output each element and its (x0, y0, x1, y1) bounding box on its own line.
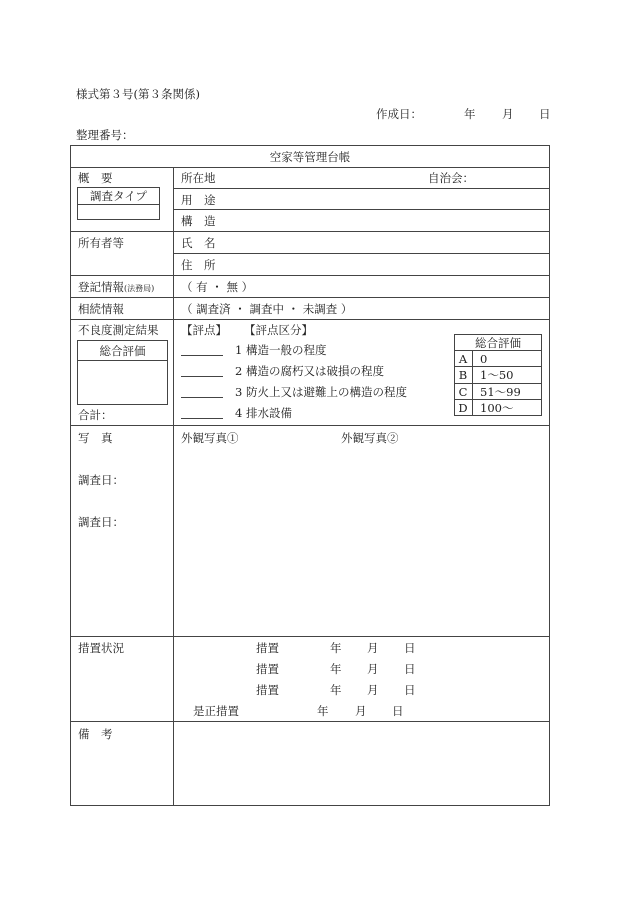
neighborhood-label: 自治会： (428, 171, 474, 185)
exterior-photo-1: 外観写真① (181, 431, 239, 445)
defect-item-3: 3 防火上又は避難上の構造の程度 (235, 385, 407, 399)
owner-label: 所有者等 (78, 236, 124, 250)
created-date-label: 作成日： (376, 107, 422, 121)
photo-label: 写 真 (78, 431, 113, 445)
location-label: 所在地 (181, 171, 216, 185)
owner-address-label: 住 所 (181, 258, 216, 272)
grade-b: B (458, 368, 468, 382)
measures-label: 措置状況 (78, 641, 124, 655)
reference-number-label: 整理番号： (76, 128, 134, 142)
measure-2-month: 月 (367, 662, 379, 676)
usage-label: 用 途 (181, 193, 216, 207)
survey-date-1: 調査日： (78, 473, 124, 487)
measure-1-year: 年 (330, 641, 342, 655)
grade-c-range: 51〜99 (480, 385, 521, 399)
measure-2: 措置 (256, 662, 279, 676)
corrective-year: 年 (317, 704, 329, 718)
measure-2-day: 日 (404, 662, 416, 676)
remarks-label: 備 考 (78, 727, 113, 741)
structure-label: 構 造 (181, 214, 216, 228)
category-header: 【評点区分】 (244, 323, 313, 337)
overall-score-label: 総合評価 (99, 344, 146, 358)
inheritance-label: 相続情報 (78, 302, 124, 316)
registry-label-small: (法務局) (124, 284, 155, 293)
total-label: 合計： (78, 408, 113, 422)
defect-item-2: 2 構造の腐朽又は破損の程度 (235, 364, 384, 378)
measure-1-day: 日 (404, 641, 416, 655)
grade-d: D (458, 401, 468, 415)
inheritance-options: （ 調査済 ・ 調査中 ・ 未調査 ） (181, 302, 353, 316)
exterior-photo-2: 外観写真② (341, 431, 399, 445)
measure-3-year: 年 (330, 683, 342, 697)
measure-1: 措置 (256, 641, 279, 655)
created-day: 日 (539, 107, 551, 121)
measure-3-day: 日 (404, 683, 416, 697)
grade-c: C (458, 385, 468, 399)
registry-label: 登記情報(法務局) (78, 280, 155, 294)
grade-a-range: 0 (480, 352, 488, 366)
grade-b-range: 1〜50 (480, 368, 514, 382)
grade-d-range: 100〜 (480, 401, 514, 415)
score-header: 【評点】 (181, 323, 227, 337)
defect-label: 不良度測定結果 (78, 323, 159, 337)
corrective-day: 日 (392, 704, 404, 718)
form-number: 様式第３号(第３条関係) (76, 87, 200, 101)
measure-3: 措置 (256, 683, 279, 697)
defect-item-4: 4 排水設備 (235, 406, 292, 420)
grade-table-title: 総合評価 (475, 336, 521, 350)
corrective-month: 月 (355, 704, 367, 718)
measure-2-year: 年 (330, 662, 342, 676)
survey-type-label: 調査タイプ (90, 189, 147, 203)
created-month: 月 (502, 107, 514, 121)
measure-1-month: 月 (367, 641, 379, 655)
survey-date-2: 調査日： (78, 515, 124, 529)
overview-label: 概 要 (78, 171, 113, 185)
ledger-title: 空家等管理台帳 (269, 150, 351, 164)
defect-item-1: 1 構造一般の程度 (235, 343, 327, 357)
grade-a: A (458, 352, 468, 366)
corrective-measure: 是正措置 (193, 704, 239, 718)
created-year: 年 (464, 107, 476, 121)
measure-3-month: 月 (367, 683, 379, 697)
registry-options: （ 有 ・ 無 ） (181, 280, 254, 294)
owner-name-label: 氏 名 (181, 236, 216, 250)
